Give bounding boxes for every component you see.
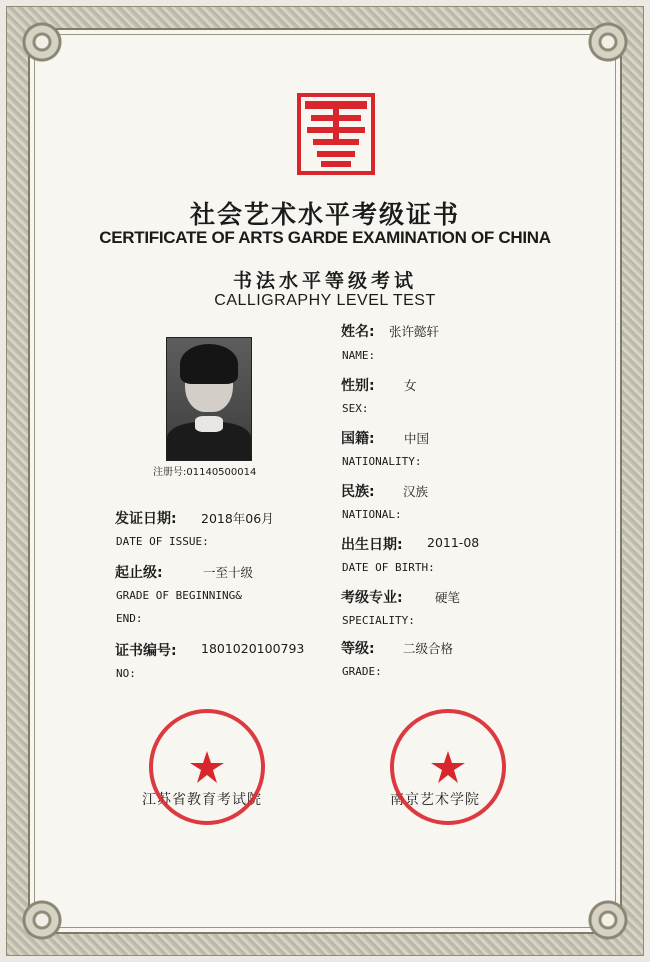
speciality-value: 硬笔 (435, 590, 461, 605)
certificate-subtitle-en: CALLIGRAPHY LEVEL TEST (214, 292, 436, 309)
range-label-en-2: END: (116, 612, 143, 625)
national-label-en: NATIONAL: (342, 508, 402, 521)
number-label-en: NO: (116, 667, 136, 680)
issue-label-en: DATE OF ISSUE: (116, 535, 209, 548)
corner-ornament-icon (580, 892, 636, 948)
sex-label-en: SEX: (342, 402, 369, 415)
applicant-photo (166, 337, 252, 461)
nationality-value: 中国 (404, 431, 430, 446)
issuer-right: 南京艺术学院 (390, 792, 480, 808)
registration-value: 01140500014 (186, 467, 257, 478)
registration-number (153, 463, 256, 478)
grade-value: 二级合格 (403, 641, 454, 656)
certificate-subtitle-cn: 书法水平等级考试 (232, 270, 417, 292)
issue-label-cn: 发证日期: (115, 511, 177, 527)
grade-label-cn: 等级: (341, 641, 375, 657)
certificate-title-cn: 社会艺术水平考级证书 (189, 200, 460, 229)
certificate-seal-logo-icon (297, 93, 375, 175)
corner-ornament-icon (580, 14, 636, 70)
sex-label-cn: 性别: (341, 378, 375, 394)
speciality-label-cn: 考级专业: (341, 590, 403, 606)
name-label-en: NAME: (342, 349, 376, 362)
birth-value: 2011-08 (427, 535, 480, 550)
speciality-label-en: SPECIALITY: (342, 614, 415, 627)
corner-ornament-icon (14, 892, 70, 948)
certificate-title-en: CERTIFICATE OF ARTS GARDE EXAMINATION OF CHINA (99, 228, 551, 247)
name-label-cn: 姓名: (341, 324, 375, 340)
range-label-en-1: GRADE OF BEGINNING& (116, 589, 242, 602)
birth-label-cn: 出生日期: (341, 537, 403, 553)
range-label-cn: 起止级: (115, 565, 163, 581)
grade-label-en: GRADE: (342, 665, 382, 678)
nationality-label-cn: 国籍: (341, 431, 375, 447)
number-value: 1801020100793 (201, 641, 305, 656)
birth-label-en: DATE OF BIRTH: (342, 561, 435, 574)
left-official-stamp-icon (147, 707, 267, 827)
national-label-cn: 民族: (341, 484, 375, 500)
corner-ornament-icon (14, 14, 70, 70)
nationality-label-en: NATIONALITY: (342, 455, 422, 468)
name-value: 张许懿轩 (389, 324, 440, 339)
sex-value: 女 (404, 378, 417, 393)
issuer-left: 江苏省教育考试院 (142, 792, 262, 808)
issue-value: 2018年06月 (201, 511, 274, 526)
national-value: 汉族 (403, 484, 429, 499)
number-label-cn: 证书编号: (115, 643, 177, 659)
right-official-stamp-icon (388, 707, 508, 827)
range-value: 一至十级 (203, 565, 254, 580)
registration-label: 注册号: (153, 467, 187, 478)
